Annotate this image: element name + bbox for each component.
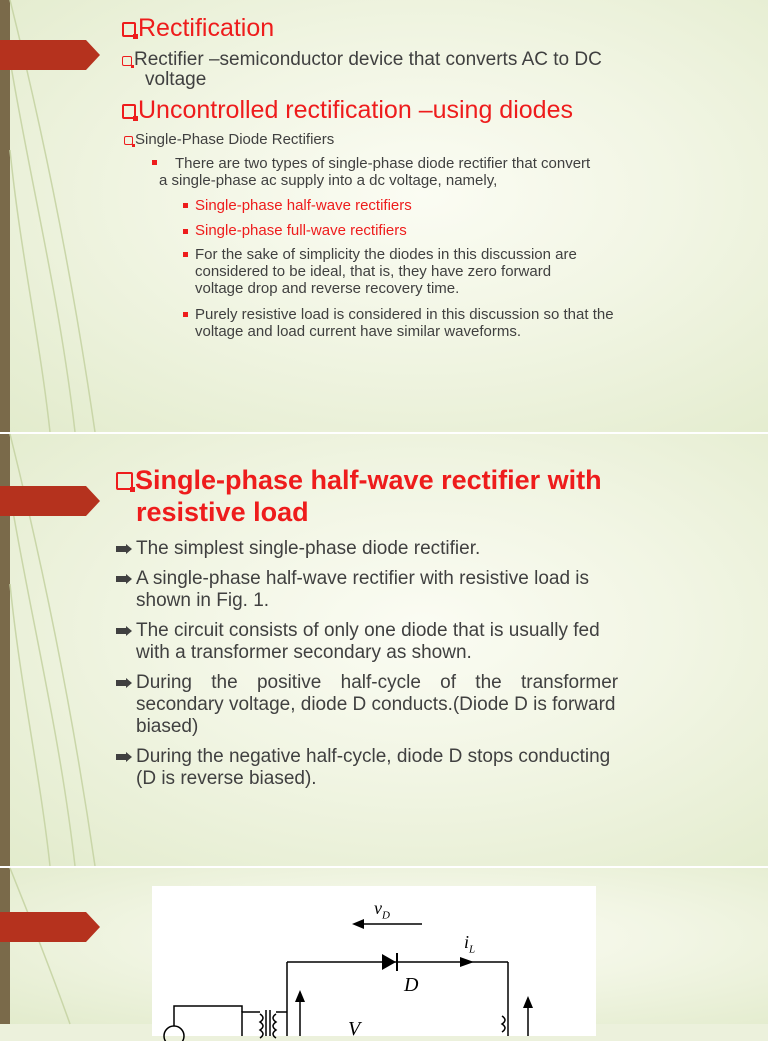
circuit-figure <box>152 886 596 1040</box>
checkbox-bullet-icon <box>116 472 133 490</box>
checkbox-bullet-icon <box>122 56 132 66</box>
checkbox-bullet-icon <box>124 136 133 145</box>
note-resistive-load: Purely resistive load is considered in this discussion so that the voltage and load current have similar waveforms. <box>195 306 614 340</box>
bullet-icon <box>183 229 188 234</box>
vd-label: $v_D$ <box>374 898 390 922</box>
arrow-bullet-icon <box>116 752 132 762</box>
tab-marker <box>0 40 100 70</box>
diode-label: D <box>404 974 419 996</box>
bullet-icon <box>183 312 188 317</box>
bullet-icon <box>152 160 157 165</box>
partial-voltage-label: V <box>348 1018 361 1040</box>
il-label: $i_L$ <box>464 932 476 956</box>
slide-2 <box>0 434 768 866</box>
list-item-half-wave: Single-phase half-wave rectifiers <box>195 197 412 214</box>
arrow-bullet-icon <box>116 574 132 584</box>
slide-1 <box>0 0 768 432</box>
list-item-full-wave: Single-phase full-wave rectifiers <box>195 222 407 239</box>
arrow-bullet-icon <box>116 678 132 688</box>
tab-marker <box>0 486 100 516</box>
slide-3 <box>0 868 768 1040</box>
arrow-bullet-icon <box>116 626 132 636</box>
rectifier-definition: Rectifier –semiconductor device that converts AC to DC voltage <box>122 50 602 90</box>
note-ideal-diodes: For the sake of simplicity the diodes in this discussion are considered to be ideal, that is, they have zero forward voltage drop and reverse recovery time. <box>195 246 577 297</box>
slide2-title: Single-phase half-wave rectifier with resistive load <box>116 464 602 528</box>
bullet-icon <box>183 203 188 208</box>
arrow-bullet-icon <box>116 544 132 554</box>
slide1-subheading: Single-Phase Diode Rectifiers <box>124 131 334 148</box>
slide2-bullets: The simplest single-phase diode rectifier. A single-phase half-wave rectifier with resistive load is shown in Fig. 1. The circuit consists of only one diode that is usually fed with a transformer secondary as shown. During the positive half-cycle of the transformer secondary voltage, diode D conducts.(Diode D is forward biased) During the negative half-cycle, diode D stops conducting (D is reverse biased). <box>116 538 720 790</box>
intro-text: There are two types of single-phase diode rectifier that convert a single-phase ac supply into a dc voltage, namely, <box>159 155 591 189</box>
decorative-curves <box>0 868 110 1024</box>
slide1-title: Rectification <box>122 14 274 43</box>
slide1-subtitle: Uncontrolled rectification –using diodes <box>122 96 573 125</box>
tab-marker <box>0 912 100 942</box>
checkbox-bullet-icon <box>122 22 136 37</box>
checkbox-bullet-icon <box>122 104 136 119</box>
bullet-icon <box>183 252 188 257</box>
